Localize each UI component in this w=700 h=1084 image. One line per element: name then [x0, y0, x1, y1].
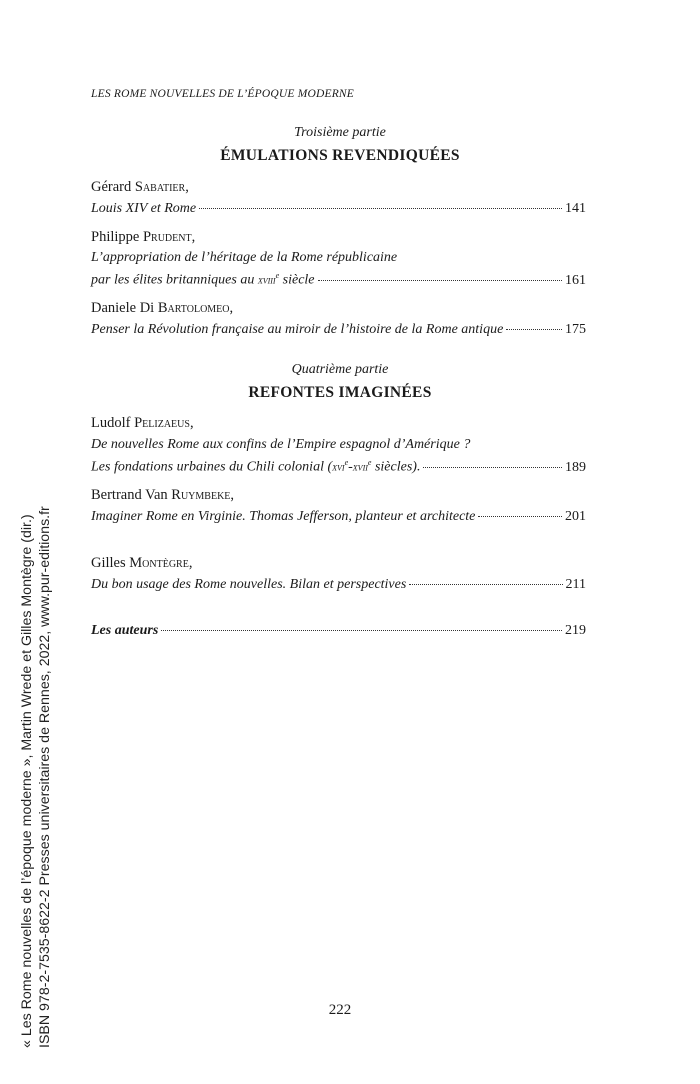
author-first-name: Ludolf: [91, 415, 131, 431]
author-first-name: Bertrand Van: [91, 487, 168, 503]
leader-dots: [409, 584, 562, 585]
author-name: [91, 300, 233, 317]
leader-dots: [318, 280, 562, 281]
toc-entry-title-line: De nouvelles Rome aux confins de l’Empire espagnol d’Amérique ?: [91, 437, 471, 452]
toc-entry[interactable]: [91, 458, 586, 476]
toc-page-number: 175: [565, 322, 586, 337]
toc-entry-authors[interactable]: [91, 623, 586, 639]
toc-entry-title: Penser la Révolution française au miroir de l’histoire de la Rome antique: [91, 322, 504, 337]
part-title: ÉMULATIONS REVENDIQUÉES: [220, 147, 460, 164]
toc-entry-title: Les auteurs: [91, 623, 159, 638]
author-name: [91, 555, 192, 572]
toc-page-number: 141: [565, 201, 586, 216]
author-last-name: Bartolomeo: [157, 300, 230, 316]
part-label: Troisième partie: [294, 125, 386, 140]
author-first-name: Daniele Di: [91, 300, 155, 316]
author-first-name: Gérard: [91, 179, 132, 195]
author-suffix: ,: [188, 555, 193, 571]
author-name: [91, 229, 195, 246]
side-note-citation: [18, 488, 68, 1048]
toc-page-number: 211: [565, 577, 586, 592]
author-last-name: Montègre: [129, 555, 189, 571]
page-number: 222: [328, 1002, 352, 1018]
author-suffix: ,: [229, 300, 234, 316]
part-label: Quatrième partie: [291, 362, 389, 377]
toc-page-number: 161: [565, 272, 586, 288]
leader-dots: [199, 208, 562, 209]
toc-entry[interactable]: [91, 509, 586, 525]
author-first-name: Philippe: [91, 229, 140, 245]
side-note-line: « Les Rome nouvelles de l’époque moderne », Martin Wrede et Gilles Montègre (dir.): [19, 514, 35, 1048]
toc-page-number: 219: [565, 623, 586, 638]
leader-dots: [478, 516, 562, 517]
toc-entry-title: Les fondations urbaines du Chili colonial (xvi$^e$-xvii$^e$ siècles).: [91, 458, 421, 475]
toc-entry-title-line: L’appropriation de l’héritage de la Rome républicaine: [91, 250, 398, 265]
author-last-name: Ruymbeke: [171, 487, 231, 503]
part-title: REFONTES IMAGINÉES: [248, 384, 432, 401]
leader-dots: [161, 630, 562, 631]
toc-entry-title: par les élites britanniques au xviii$^e$ siècle: [91, 271, 315, 288]
running-head: LES ROME NOUVELLES DE L’ÉPOQUE MODERNE: [91, 88, 355, 100]
author-name: [91, 179, 189, 196]
leader-dots: [423, 467, 562, 468]
author-suffix: ,: [230, 487, 235, 503]
toc-page-number: 189: [565, 459, 586, 475]
author-suffix: ,: [191, 229, 196, 245]
author-first-name: Gilles: [91, 555, 126, 571]
toc-entry[interactable]: [91, 201, 586, 217]
side-note-line: ISBN 978-2-7535-8622-2 Presses universitaires de Rennes, 2022, www.pur-editions.fr: [37, 506, 53, 1048]
author-suffix: ,: [189, 415, 194, 431]
toc-entry[interactable]: [91, 322, 586, 338]
toc-entry-title: Imaginer Rome en Virginie. Thomas Jefferson, planteur et architecte: [91, 509, 476, 524]
toc-entry-title: Louis XIV et Rome: [91, 201, 197, 216]
author-last-name: Pelizaeus: [134, 415, 190, 431]
author-last-name: Sabatier: [134, 179, 186, 195]
leader-dots: [506, 329, 562, 330]
toc-entry[interactable]: [91, 577, 586, 593]
author-suffix: ,: [185, 179, 189, 195]
toc-entry-title: Du bon usage des Rome nouvelles. Bilan et perspectives: [91, 577, 407, 592]
author-name: [91, 415, 194, 432]
toc-page-number: 201: [565, 509, 586, 524]
author-last-name: Prudent: [142, 229, 192, 245]
toc-entry[interactable]: [91, 271, 586, 289]
author-name: [91, 487, 234, 504]
